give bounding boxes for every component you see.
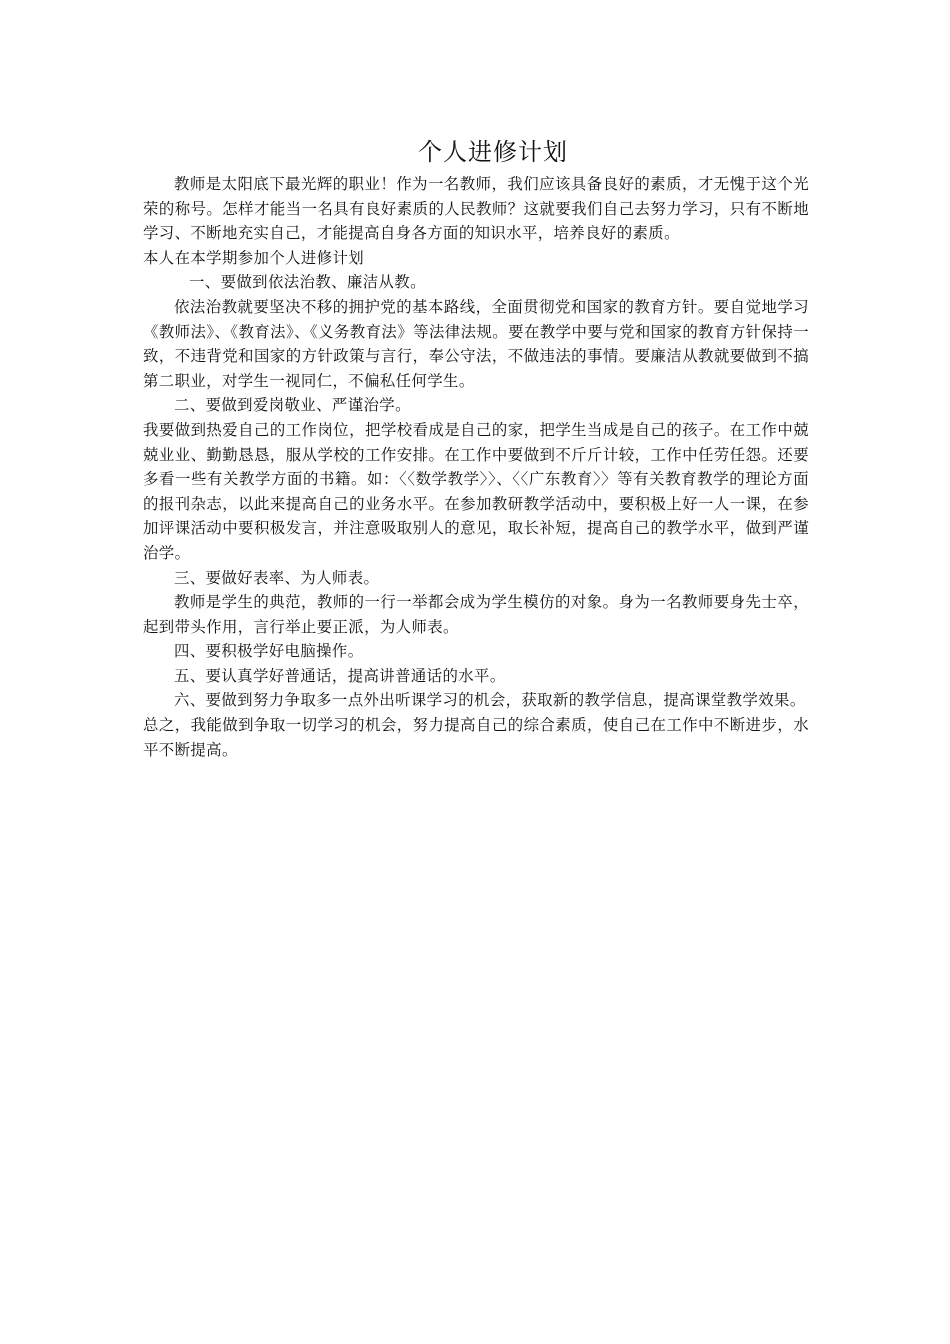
intro-statement: 本人在本学期参加个人进修计划 xyxy=(143,248,365,267)
section-heading-6: 六、要做到努力争取多一点外出听课学习的机会，获取新的教学信息，提高课堂教学效果。 xyxy=(174,691,806,710)
section-heading-1: 一、要做到依法治教、廉洁从教。 xyxy=(189,273,426,292)
document-title: 个人进修计划 xyxy=(418,138,568,166)
section-body-3: 教师是学生的典范，教师的一行一举都会成为学生模仿的对象。身为一名教师要身先士卒，起到带头作用，言行举止要正派，为人师表。 xyxy=(143,593,809,636)
intro-paragraph: 教师是太阳底下最光辉的职业！作为一名教师，我们应该具备良好的素质，才无愧于这个光荣的称号。怎样才能当一名具有良好素质的人民教师？这就要我们自己去努力学习，只有不断地学习、不断地充实自己，才能提高自身各方面的知识水平，培养良好的素质。 xyxy=(143,175,809,243)
document-body xyxy=(143,132,809,762)
conclusion-paragraph: 总之，我能做到争取一切学习的机会，努力提高自己的综合素质，使自己在工作中不断进步，水平不断提高。 xyxy=(143,716,809,759)
section-heading-4: 四、要积极学好电脑操作。 xyxy=(174,642,364,661)
section-body-1: 依法治教就要坚决不移的拥护党的基本路线，全面贯彻党和国家的教育方针。要自觉地学习《教师法》、《教育法》、《义务教育法》等法律法规。要在教学中要与党和国家的教育方针保持一致，不违背党和国家的方针政策与言行，奉公守法，不做违法的事情。要廉洁从教就要做到不搞第二职业，对学生一视同仁，不偏私任何学生。 xyxy=(143,297,809,390)
section-body-2: 我要做到热爱自己的工作岗位，把学校看成是自己的家，把学生当成是自己的孩子。在工作中兢兢业业、勤勤恳恳，服从学校的工作安排。在工作中要做到不斤斤计较，工作中任劳任怨。还要多看一些有关教学方面的书籍。如：〈〈数学教学〉〉、〈〈广东教育〉〉等有关教育教学的理论方面的报刊杂志，以此来提高自己的业务水平。在参加教研教学活动中，要积极上好一人一课，在参加评课活动中要积极发言，并注意吸取别人的意见，取长补短，提高自己的教学水平，做到严谨治学。 xyxy=(143,420,809,562)
section-heading-3: 三、要做好表率、为人师表。 xyxy=(174,568,380,587)
section-heading-2: 二、要做到爱岗敬业、严谨治学。 xyxy=(174,396,411,415)
section-heading-5: 五、要认真学好普通话，提高讲普通话的水平。 xyxy=(174,666,506,685)
